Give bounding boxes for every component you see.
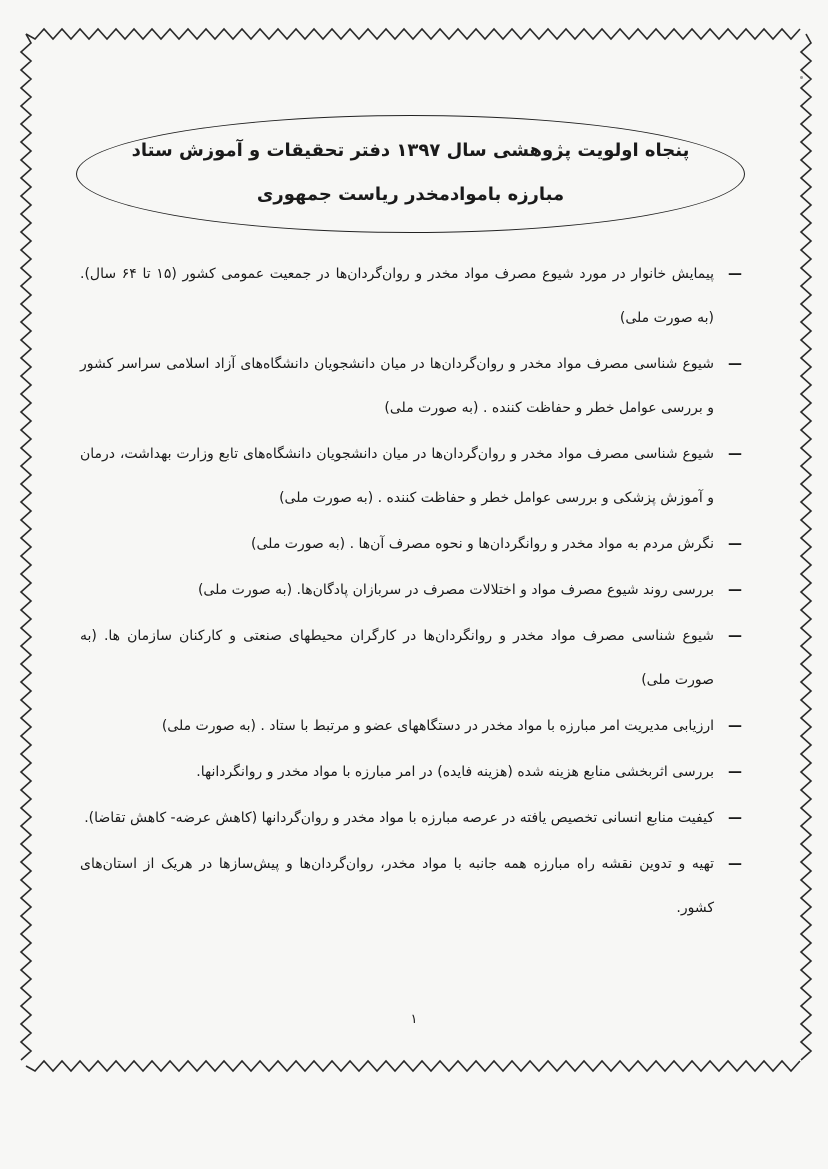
- document-title-line-1: پنجاه اولویت پژوهشی سال ۱۳۹۷ دفتر تحقیقات و آموزش ستاد: [131, 140, 690, 161]
- list-item: — بررسی اثربخشی منابع هزینه شده (هزینه فایده) در امر مبارزه با مواد مخدر و روانگردانها.: [80, 750, 714, 794]
- dash-bullet: —: [728, 266, 742, 282]
- dash-bullet: —: [728, 810, 742, 826]
- title-oval: [76, 115, 745, 233]
- page-number: ۱: [410, 1012, 418, 1027]
- dash-bullet: —: [728, 536, 742, 552]
- dash-bullet: —: [728, 856, 742, 872]
- dash-bullet: —: [728, 582, 742, 598]
- dash-bullet: —: [728, 446, 742, 462]
- dash-bullet: —: [728, 628, 742, 644]
- scan-speck: [800, 76, 803, 79]
- document-title-line-2: مبارزه باموادمخدر ریاست جمهوری: [256, 184, 565, 205]
- list-item: — تهیه و تدوین نقشه راه مبارزه همه جانبه با مواد مخدر، روان‌گردان‌ها و پیش‌سازها در هریک از استان‌های کشور.: [80, 842, 714, 930]
- priority-list: [80, 252, 742, 932]
- dash-bullet: —: [728, 718, 742, 734]
- dash-bullet: —: [728, 764, 742, 780]
- list-item: — شیوع شناسی مصرف مواد مخدر و روانگردان‌ها در کارگران محیطهای صنعتی و کارکنان سازمان ها. (به صورت ملی): [80, 614, 714, 702]
- list-item: — نگرش مردم به مواد مخدر و روانگردان‌ها و نحوه مصرف آن‌ها . (به صورت ملی): [80, 522, 714, 566]
- list-item: — پیمایش خانوار در مورد شیوع مصرف مواد مخدر و روان‌گردان‌ها در جمعیت عمومی کشور (۱۵ تا ۶۴ سال). (به صورت ملی): [80, 252, 714, 340]
- list-item: — شیوع شناسی مصرف مواد مخدر و روان‌گردان‌ها در میان دانشجویان دانشگاه‌های آزاد اسلامی سراسر کشور و بررسی عوامل خطر و حفاظت کننده . (به صورت ملی): [80, 342, 714, 430]
- list-item: — کیفیت منابع انسانی تخصیص یافته در عرصه مبارزه با مواد مخدر و روان‌گردانها (کاهش عرضه- کاهش تقاضا).: [80, 796, 714, 840]
- list-item: — شیوع شناسی مصرف مواد مخدر و روان‌گردان‌ها در میان دانشجویان دانشگاه‌های تابع وزارت بهداشت، درمان و آموزش پزشکی و بررسی عوامل خطر و حفاظت کننده . (به صورت ملی): [80, 432, 714, 520]
- list-item: — بررسی روند شیوع مصرف مواد و اختلالات مصرف در سربازان پادگان‌ها. (به صورت ملی): [80, 568, 714, 612]
- list-item: — ارزیابی مدیریت امر مبارزه با مواد مخدر در دستگاههای عضو و مرتبط با ستاد . (به صورت ملی): [80, 704, 714, 748]
- dash-bullet: —: [728, 356, 742, 372]
